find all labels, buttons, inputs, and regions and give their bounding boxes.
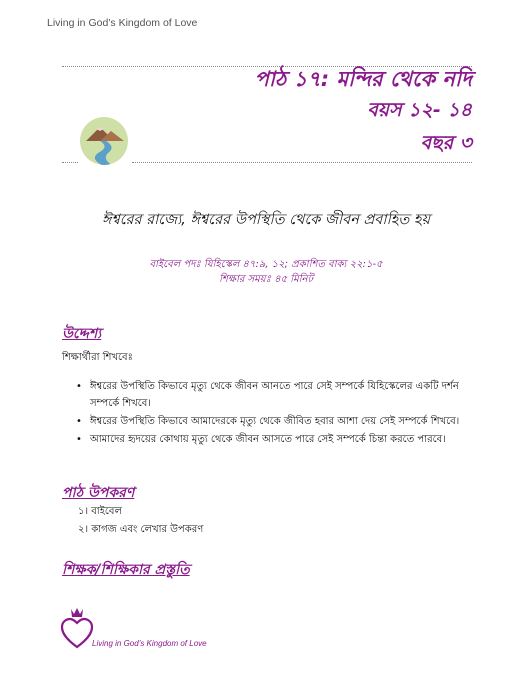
list-item: ১। বাইবেল [78,506,122,517]
lesson-age: বয়স ১২- ১৪ [367,99,472,121]
bullet-icon: • [76,381,82,392]
list-item [62,378,472,412]
lesson-year: বছর ৩ [420,132,472,154]
objective-intro: শিক্ষার্থীরা শিখবেঃ [62,352,133,363]
mountain-river-logo-icon [80,117,128,165]
materials-heading: পাঠ উপকরণ [62,485,135,501]
materials-list [78,503,203,539]
study-time: শিক্ষার সময়ঃ ৪৫ মিনিট [219,274,313,285]
bottom-header-divider-left [62,162,78,163]
lesson-theme: ঈশ্বরের রাজ্যে, ঈশ্বরের উপস্থিতি থেকে জীবন প্রবাহিত হয় [101,212,430,228]
preparation-heading: শিক্ষক/শিক্ষিকার প্রস্তুতি [62,562,190,578]
bullet-icon: • [76,416,82,427]
objective-text: ঈশ্বরের উপস্থিতি কিভাবে আমাদেরকে মৃত্যু থেকে জীবিত হবার আশা দেয় সেই সম্পর্কে শিখবে। [90,416,460,427]
list-item: ২। কাগজ এবং লেখার উপকরণ [78,524,204,535]
running-header: Living in God’s Kingdom of Love [47,17,198,29]
crown-heart-logo-icon [60,607,94,651]
bottom-header-divider-right [132,162,472,163]
objective-text: ঈশ্বরের উপস্থিতি কিভাবে মৃত্যু থেকে জীবন আনতে পারে সেই সম্পর্কে যিহিস্কেলের একটি দর্শন সম্পর্কে শিখবে। [90,381,459,409]
list-item [62,431,472,448]
objective-list [62,378,472,449]
lesson-title: পাঠ ১৭: মন্দির থেকে নদি [254,67,472,91]
objective-text: আমাদের হৃদয়ের কোথায় মৃত্যু থেকে জীবন আসতে পারে সেই সম্পর্কে চিন্তা করতে পারবে। [90,434,446,445]
list-item [62,413,472,430]
footer-title: Living in God’s Kingdom of Love [92,639,207,648]
objective-heading: উদ্দেশ্য [62,326,102,342]
bullet-icon: • [76,434,82,445]
bible-passage: বাইবেল পদঃ যিহিস্কেল ৪৭:৯, ১২; প্রকাশিত বাক্য ২২:১-৫ [149,259,383,270]
